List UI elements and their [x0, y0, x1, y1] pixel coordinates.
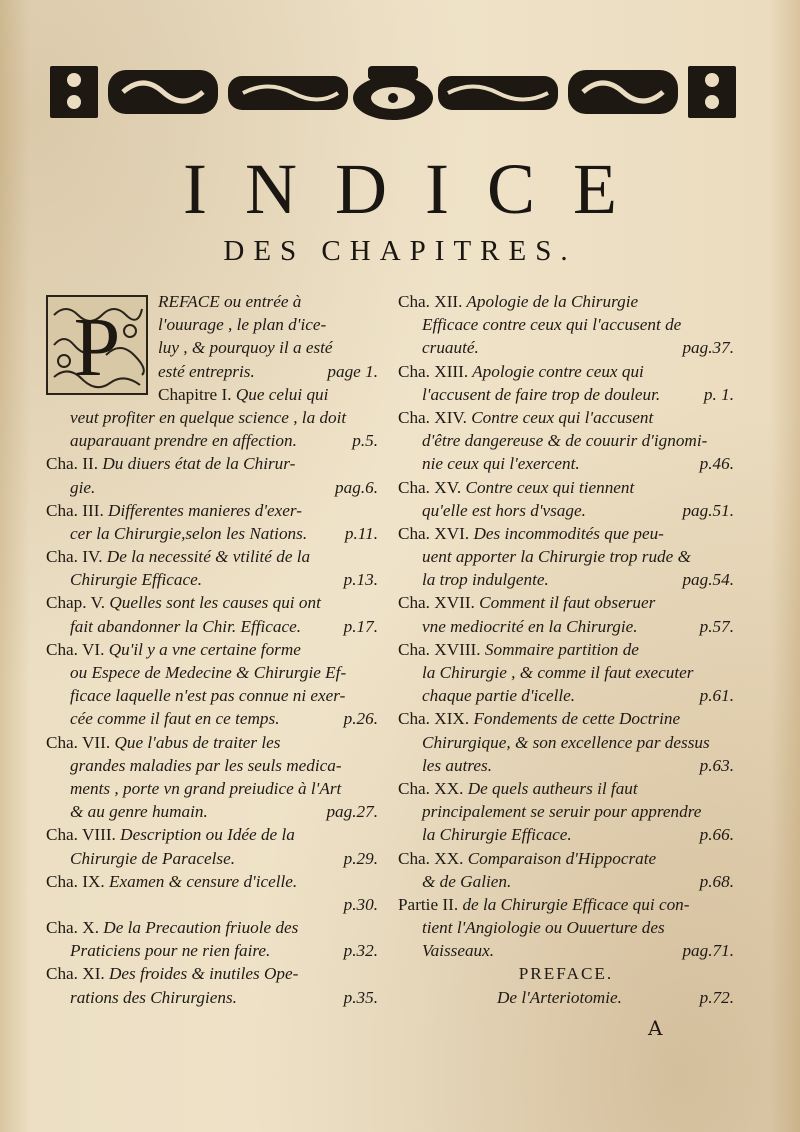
entry-line	[46, 870, 378, 893]
page-reference: p. 1.	[703, 384, 734, 404]
index-entry	[398, 290, 734, 360]
entry-title: Apologie de la Chirurgie	[462, 292, 639, 311]
entry-title: chaque partie d'icelle.	[422, 686, 576, 706]
entry-line	[46, 731, 378, 754]
index-entry	[46, 452, 378, 498]
index-entry	[398, 476, 734, 522]
chapter-label: Cha. VI.	[46, 639, 105, 659]
entry-title: qu'elle est hors d'vsage.	[422, 500, 586, 520]
page-reference: p.5.	[352, 431, 378, 451]
entry-line	[398, 313, 734, 336]
entry-title: auparauant prendre en affection.	[70, 431, 297, 451]
entry-title: Description ou Idée de la	[115, 825, 295, 845]
entry-title: Sommaire partition de	[480, 639, 639, 659]
entry-line	[398, 661, 734, 684]
chapter-label: Cha. VII.	[46, 732, 111, 752]
chapter-label: Cha. XIII.	[398, 361, 469, 381]
entry-title: luy , & pourquoy il a esté	[158, 338, 333, 358]
entry-line	[46, 336, 378, 359]
entry-title: De la necessité & vtilité de la	[102, 547, 311, 567]
page-reference: p.11.	[344, 523, 378, 543]
index-entry	[398, 638, 734, 708]
index-entry	[46, 731, 378, 824]
entry-line	[46, 313, 378, 336]
entry-title: Chirurgique, & son excellence par dessus	[422, 732, 710, 752]
entry-line	[46, 568, 378, 591]
entry-line	[46, 290, 378, 313]
entry-title: Praticiens pour ne rien faire.	[70, 941, 271, 961]
entry-title: Contre ceux qui l'accusent	[466, 407, 654, 427]
entry-line	[46, 939, 378, 962]
entry-line	[46, 429, 378, 452]
entry-title: Comment il faut obseruer	[474, 593, 656, 613]
entry-line	[398, 870, 734, 893]
index-entry	[398, 962, 734, 1008]
index-entry	[398, 777, 734, 847]
entry-line	[398, 893, 734, 916]
entry-title: rations des Chirurgiens.	[70, 987, 237, 1007]
entry-line	[398, 545, 734, 568]
entry-title: tient l'Angiologie ou Ouuerture des	[422, 918, 665, 938]
entry-title: grandes maladies par les seuls medica-	[70, 755, 342, 775]
entry-title: Apologie contre ceux qui	[468, 361, 644, 381]
entry-line	[398, 290, 734, 313]
index-entry	[398, 406, 734, 476]
chapter-label: Chapitre I.	[158, 384, 232, 404]
page-reference: p.26.	[343, 709, 378, 729]
entry-title: REFACE ou entrée à	[158, 292, 302, 311]
entry-title: Comparaison d'Hippocrate	[463, 848, 657, 868]
entry-title: De quels autheurs il faut	[463, 778, 638, 798]
index-entry	[46, 823, 378, 869]
chapter-label: Cha. XI.	[46, 964, 105, 984]
entry-line	[46, 452, 378, 475]
entry-title: uent apporter la Chirurgie trop rude &	[422, 547, 691, 567]
page-reference: p.32.	[343, 941, 378, 961]
entry-line	[46, 615, 378, 638]
entry-title: la Chirurgie Efficace.	[422, 825, 572, 845]
chapter-label: Cha. XX.	[398, 778, 464, 798]
index-entry	[46, 545, 378, 591]
entry-line	[398, 800, 734, 823]
chapter-label: Cha. IX.	[46, 871, 105, 891]
entry-title: d'être dangereuse & de couurir d'ignomi-	[422, 431, 708, 451]
entry-line	[46, 823, 378, 846]
entry-title: Que celui qui	[231, 384, 329, 404]
page-reference: pag.37.	[682, 338, 734, 358]
entry-line	[46, 499, 378, 522]
entry-line	[46, 638, 378, 661]
entry-line	[46, 406, 378, 429]
page-reference: pag.71.	[682, 941, 734, 961]
entry-title: de la Chirurgie Efficace qui con-	[458, 894, 690, 914]
index-entry	[46, 499, 378, 545]
entry-title: ou Espece de Medecine & Chirurgie Ef-	[70, 663, 347, 682]
entry-title: & de Galien.	[422, 871, 512, 891]
catchword: A	[648, 1016, 663, 1040]
entry-line	[46, 800, 378, 823]
entry-title: fait abandonner la Chir. Efficace.	[70, 616, 302, 636]
entry-title: Efficace contre ceux qui l'accusent de	[422, 315, 682, 335]
entry-title: les autres.	[422, 755, 493, 775]
page-reference: p.46.	[699, 454, 734, 474]
entry-line	[46, 893, 378, 916]
entry-line	[46, 707, 378, 730]
entry-line	[398, 939, 734, 962]
page-reference: p.13.	[343, 570, 378, 590]
index-entry	[398, 707, 734, 777]
page-reference: p.30.	[343, 894, 378, 914]
entry-title: cruauté.	[422, 338, 479, 358]
entry-line	[398, 499, 734, 522]
entry-line	[398, 360, 734, 383]
entry-title: De la Precaution friuole des	[99, 918, 299, 938]
chapter-label: Cha. XV.	[398, 477, 462, 497]
entry-title: Des incommodités que peu-	[469, 523, 664, 543]
entry-title: & au genre humain.	[70, 802, 208, 822]
entry-line	[398, 684, 734, 707]
chapter-label: Chap. V.	[46, 593, 106, 613]
entry-title: Du diuers état de la Chirur-	[98, 454, 296, 474]
page-reference: p.17.	[343, 616, 378, 636]
entry-title: Que l'abus de traiter les	[110, 732, 281, 752]
entry-line	[398, 962, 734, 985]
page-reference: p.66.	[699, 825, 734, 845]
entry-title: ments , porte vn grand preiudice à l'Art	[70, 778, 342, 798]
entry-line	[398, 754, 734, 777]
entry-title: PREFACE.	[518, 964, 614, 984]
chapter-label: Cha. IV.	[46, 547, 103, 567]
entry-line	[398, 916, 734, 939]
entry-title: Qu'il y a vne certaine forme	[104, 639, 301, 659]
entry-title: Differentes manieres d'exer-	[103, 500, 302, 520]
page-reference: p.61.	[699, 686, 734, 706]
entry-title: gie.	[70, 477, 96, 497]
entry-line	[398, 591, 734, 614]
index-entry	[46, 638, 378, 731]
entry-line	[398, 383, 734, 406]
entry-title: nie ceux qui l'exercent.	[422, 454, 580, 474]
page-reference: p.72.	[699, 987, 734, 1007]
index-entry	[398, 360, 734, 406]
entry-line	[46, 383, 378, 406]
entry-title: Contre ceux qui tiennent	[461, 477, 635, 497]
entry-title: la Chirurgie , & comme il faut executer	[422, 663, 694, 682]
chapter-label: Cha. XIX.	[398, 709, 470, 729]
page-reference: pag.54.	[682, 570, 734, 590]
entry-line	[46, 777, 378, 800]
page-reference: pag.27.	[326, 802, 378, 822]
entry-line	[398, 731, 734, 754]
entry-line	[398, 638, 734, 661]
entry-title: Quelles sont les causes qui ont	[105, 593, 321, 613]
chapter-label: Cha. III.	[46, 500, 104, 520]
entry-line	[46, 916, 378, 939]
chapter-label: Partie II.	[398, 894, 459, 914]
entry-title: Fondements de cette Doctrine	[469, 709, 681, 729]
page-reference: p.68.	[699, 871, 734, 891]
entry-line	[46, 661, 378, 684]
entry-title: l'ouurage , le plan d'ice-	[158, 315, 327, 335]
index-entry	[398, 847, 734, 893]
entry-line	[46, 522, 378, 545]
entry-title: la trop indulgente.	[422, 570, 549, 590]
entry-title: Chirurgie Efficace.	[70, 570, 203, 590]
entry-line	[46, 684, 378, 707]
page-reference: p.35.	[343, 987, 378, 1007]
entry-line	[398, 429, 734, 452]
entry-title: De l'Arteriotomie.	[497, 987, 622, 1007]
entry-line	[398, 568, 734, 591]
index-entry	[46, 591, 378, 637]
chapter-label: Cha. XVI.	[398, 523, 470, 543]
entry-line	[46, 962, 378, 985]
drop-cap-letter: P	[73, 301, 121, 394]
entry-title: Chirurgie de Paracelse.	[70, 848, 236, 868]
page-reference: pag.51.	[682, 500, 734, 520]
entry-title: esté entrepris.	[158, 361, 255, 381]
index-entry	[46, 290, 378, 383]
entry-title: l'accusent de faire trop de douleur.	[422, 384, 661, 404]
entry-line	[46, 476, 378, 499]
entry-title: cée comme il faut en ce temps.	[70, 709, 280, 729]
page-reference: p.29.	[343, 848, 378, 868]
entry-title: principalement se seruir pour apprendre	[422, 802, 702, 822]
page-subtitle: DES CHAPITRES.	[223, 235, 577, 267]
chapter-label: Cha. II.	[46, 454, 99, 474]
entry-line	[398, 452, 734, 475]
entry-line	[398, 823, 734, 846]
index-entry	[46, 870, 378, 916]
entry-title: vne mediocrité en la Chirurgie.	[422, 616, 638, 636]
chapter-label: Cha. XX.	[398, 848, 464, 868]
entry-line	[398, 847, 734, 870]
page-reference: p.63.	[699, 755, 734, 775]
entry-line	[398, 522, 734, 545]
entry-line	[46, 360, 378, 383]
chapter-label: Cha. XIV.	[398, 407, 467, 427]
entry-line	[398, 707, 734, 730]
chapter-label: Cha. X.	[46, 918, 99, 938]
entry-line	[46, 847, 378, 870]
ornamental-headpiece	[48, 62, 738, 122]
index-entry	[398, 893, 734, 963]
chapter-label: Cha. VIII.	[46, 825, 116, 845]
index-entry	[46, 383, 378, 453]
entry-line	[398, 615, 734, 638]
entry-line	[398, 777, 734, 800]
chapter-label: Cha. XVIII.	[398, 639, 481, 659]
page-reference: p.57.	[699, 616, 734, 636]
index-entry	[398, 522, 734, 592]
index-entry	[46, 916, 378, 962]
entry-title: Des froides & inutiles Ope-	[104, 964, 299, 984]
entry-line	[398, 986, 734, 1009]
entry-title: cer la Chirurgie,selon les Nations.	[70, 523, 308, 543]
index-entry	[398, 591, 734, 637]
page-title: INDICE	[183, 149, 655, 229]
entry-title: Examen & censure d'icelle.	[104, 871, 298, 891]
entry-title: Vaisseaux.	[422, 941, 495, 961]
entry-line	[398, 336, 734, 359]
entry-title: ficace laquelle n'est pas connue ni exer-	[70, 686, 346, 706]
entry-line	[398, 476, 734, 499]
entry-line	[46, 591, 378, 614]
index-left-column	[46, 290, 378, 1009]
page-reference: pag.6.	[335, 477, 378, 497]
index-entry	[46, 962, 378, 1008]
chapter-label: Cha. XVII.	[398, 593, 475, 613]
entry-line	[398, 406, 734, 429]
index-right-column	[398, 290, 734, 1009]
entry-line	[46, 986, 378, 1009]
entry-line	[46, 754, 378, 777]
page-reference: page 1.	[327, 361, 378, 381]
entry-line	[46, 545, 378, 568]
chapter-label: Cha. XII.	[398, 292, 463, 311]
entry-title: veut profiter en quelque science , la doit	[70, 407, 347, 427]
